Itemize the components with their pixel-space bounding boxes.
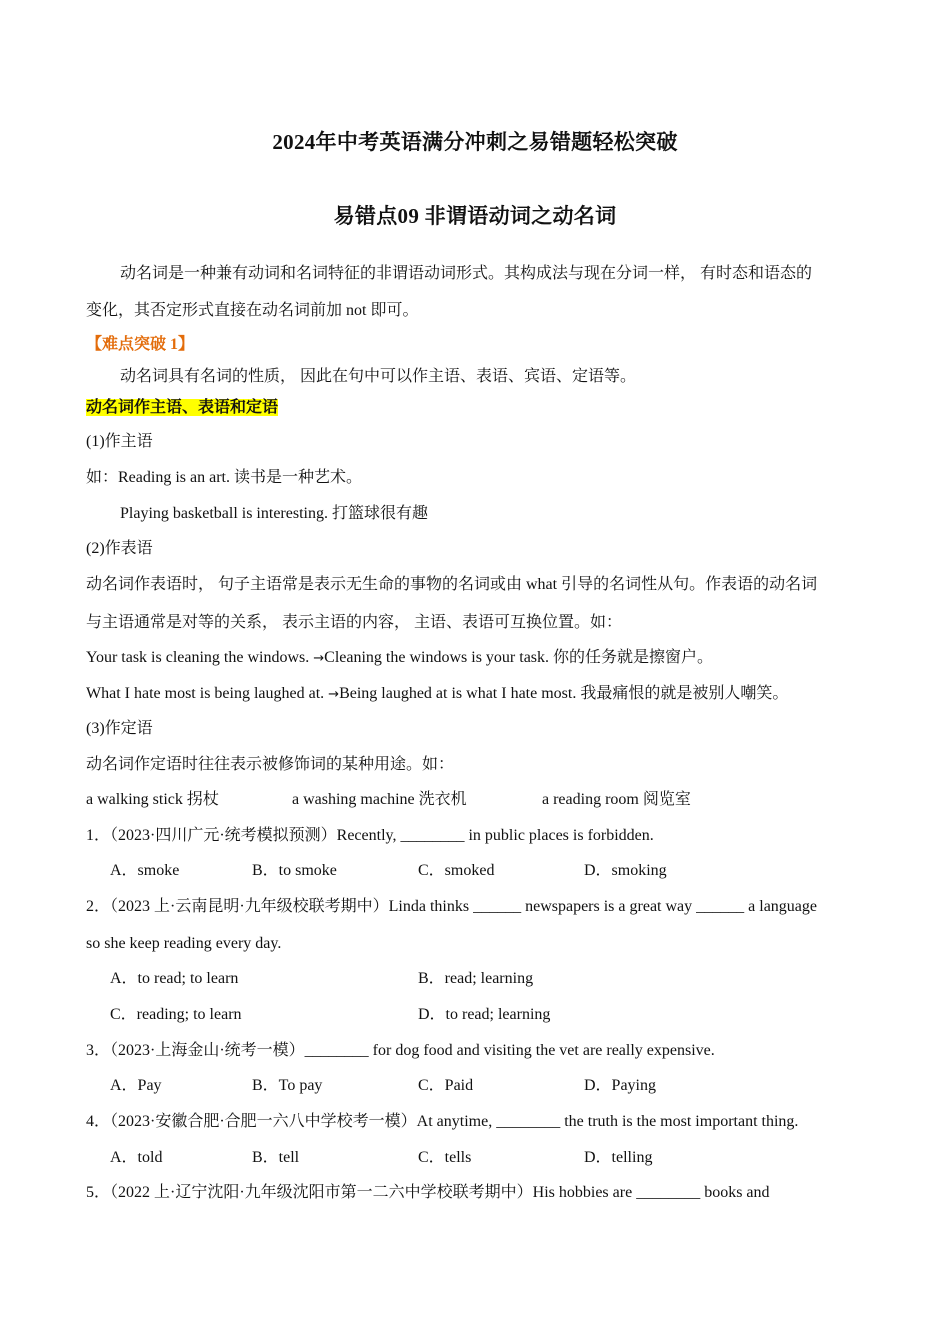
attributive-label: (3)作定语 xyxy=(86,720,153,737)
predicative-line-1: 动名词作表语时， 句子主语常是表示无生命的事物的名词或由 what 引导的名词性从句。作表语的动名词 xyxy=(86,576,818,593)
option-a: A．told xyxy=(110,1149,163,1166)
subject-example-1: 如：Reading is an art. 读书是一种艺术。 xyxy=(86,469,362,486)
section-description: 动名词具有名词的性质， 因此在句中可以作主语、表语、宾语、定语等。 xyxy=(120,368,637,385)
option-d: D．Paying xyxy=(584,1077,657,1094)
document-title: 2024年中考英语满分冲刺之易错题轻松突破 xyxy=(272,130,678,154)
predicative-label: (2)作表语 xyxy=(86,540,153,557)
option-c: C．smoked xyxy=(418,862,495,879)
option-a: A．smoke xyxy=(110,862,180,879)
option-c: C．tells xyxy=(418,1149,472,1166)
question-1-stem: 1．（2023·四川广元·统考模拟预测）Recently, ________ in public places is forbidden. xyxy=(86,827,654,844)
option-b: B．to smoke xyxy=(252,862,337,879)
question-5-stem: 5．（2022 上·辽宁沈阳·九年级沈阳市第一二六中学校联考期中）His hobbies are ________ books and xyxy=(86,1184,770,1201)
document-subtitle: 易错点09 非谓语动词之动名词 xyxy=(333,204,617,228)
question-2-stem: 2．（2023 上·云南昆明·九年级校联考期中）Linda thinks ______ newspapers is a great way ______ a language xyxy=(86,898,817,915)
predicative-example-1: Your task is cleaning the windows. →Cleaning the windows is your task. 你的任务就是擦窗户。 xyxy=(86,649,714,666)
intro-line-2: 变化，其否定形式直接在动名词前加 not 即可。 xyxy=(86,302,419,319)
predicative-example-2: What I hate most is being laughed at. →Being laughed at is what I hate most. 我最痛恨的就是被别人嘲笑。 xyxy=(86,685,789,702)
option-b: B．read; learning xyxy=(418,970,534,987)
option-d: D．to read; learning xyxy=(418,1006,551,1023)
subject-example-2: Playing basketball is interesting. 打篮球很有趣 xyxy=(120,505,428,522)
arrow-icon: → xyxy=(313,651,325,666)
highlighted-heading: 动名词作主语、表语和定语 xyxy=(86,399,279,416)
attributive-example: a washing machine 洗衣机 xyxy=(292,791,467,808)
option-b: B．To pay xyxy=(252,1077,323,1094)
subject-label: (1)作主语 xyxy=(86,433,153,450)
arrow-icon: → xyxy=(328,687,340,702)
option-b: B．tell xyxy=(252,1149,300,1166)
option-c: C．Paid xyxy=(418,1077,474,1094)
attributive-example: a reading room 阅览室 xyxy=(542,791,691,808)
option-c: C．reading; to learn xyxy=(110,1006,242,1023)
option-a: A．to read; to learn xyxy=(110,970,239,987)
question-3-stem: 3．（2023·上海金山·统考一模）________ for dog food and visiting the vet are really expensive. xyxy=(86,1042,715,1059)
intro-line-1: 动名词是一种兼有动词和名词特征的非谓语动词形式。其构成法与现在分词一样， 有时态和语态的 xyxy=(120,265,813,282)
option-a: A．Pay xyxy=(110,1077,162,1094)
attributive-line-1: 动名词作定语时往往表示被修饰词的某种用途。如： xyxy=(86,756,455,773)
predicative-line-2: 与主语通常是对等的关系， 表示主语的内容， 主语、表语可互换位置。如： xyxy=(86,614,623,631)
option-d: D．smoking xyxy=(584,862,667,879)
question-4-stem: 4．（2023·安徽合肥·合肥一六八中学校考一模）At anytime, ________ the truth is the most important thing. xyxy=(86,1113,799,1130)
attributive-example: a walking stick 拐杖 xyxy=(86,791,219,808)
question-2-stem-continued: so she keep reading every day. xyxy=(86,935,282,952)
section-heading: 【难点突破 1】 xyxy=(86,336,195,353)
option-d: D．telling xyxy=(584,1149,653,1166)
